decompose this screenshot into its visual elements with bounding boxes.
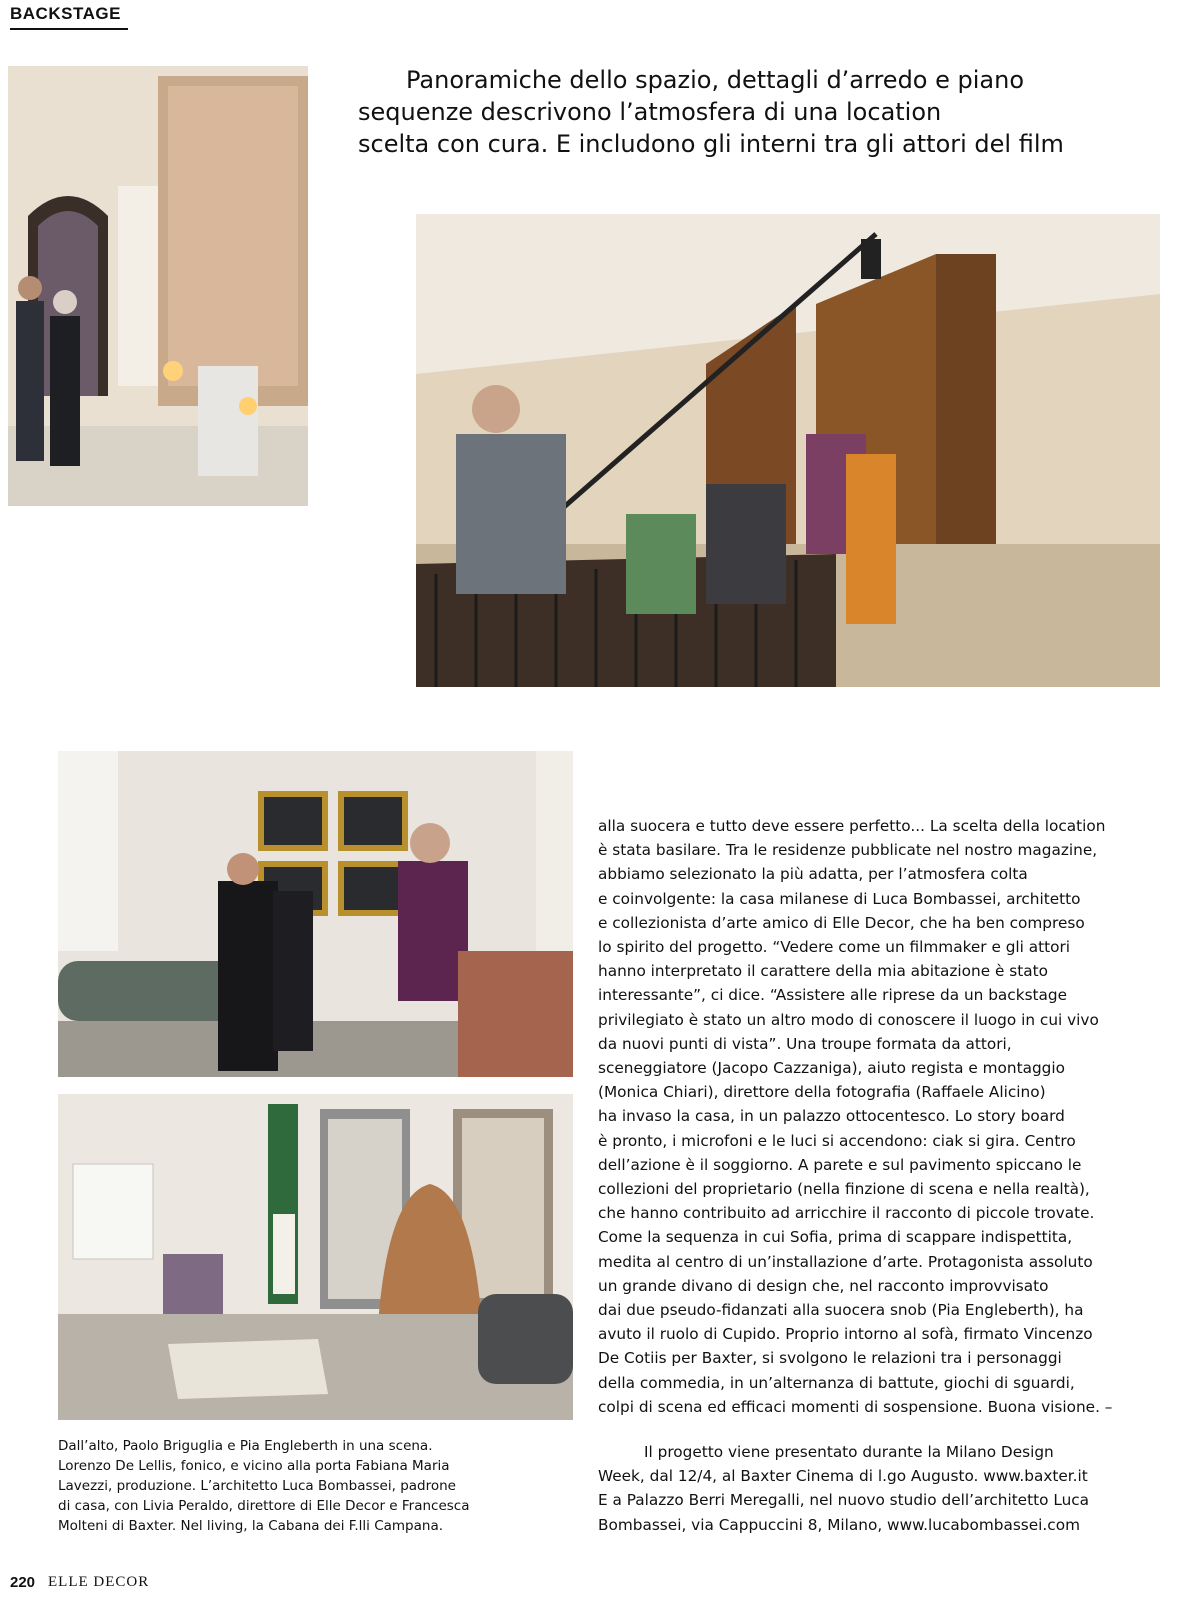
body-line: collezioni del proprietario (nella finzione di scena e nella realtà), — [598, 1180, 1090, 1199]
caption-line: Molteni di Baxter. Nel living, la Cabana dei F.lli Campana. — [58, 1518, 444, 1534]
caption-line: Lorenzo De Lellis, fonico, e vicino alla porta Fabiana Maria — [58, 1458, 450, 1474]
body-line: da nuovi punti di vista”. Una troupe formata da attori, — [598, 1034, 1012, 1053]
caption-line: Dall’alto, Paolo Briguglia e Pia Engleberth in una scena. — [58, 1438, 433, 1454]
photo-stairs-illustration — [416, 214, 1160, 687]
publication-name: ELLE DECOR — [48, 1574, 150, 1590]
headline-line: scelta con cura. E includono gli interni tra gli attori del film — [358, 130, 1064, 158]
body-line: dai due pseudo-fidanzati alla suocera snob (Pia Engleberth), ha — [598, 1301, 1084, 1320]
body-line: colpi di scena ed efficaci momenti di sospensione. Buona visione. – — [598, 1397, 1113, 1416]
body-line: medita al centro di un’installazione d’arte. Protagonista assoluto — [598, 1252, 1093, 1271]
page-number: 220 — [10, 1574, 36, 1591]
photo-living — [58, 751, 573, 1077]
body-line: è pronto, i microfoni e le luci si accendono: ciak si gira. Centro — [598, 1131, 1076, 1150]
article-body — [598, 814, 1168, 1419]
photo-stairs — [416, 214, 1160, 687]
body-line: interessante”, ci dice. “Assistere alle riprese da un backstage — [598, 986, 1068, 1005]
headline-line: sequenze descrivono l’atmosfera di una location — [358, 98, 942, 126]
headline-line: Panoramiche dello spazio, dettagli d’arredo e piano — [406, 66, 1025, 94]
body-line: De Cotiis per Baxter, si svolgono le relazioni tra i personaggi — [598, 1349, 1062, 1368]
note-line: Week, dal 12/4, al Baxter Cinema di l.go Augusto. www.baxter.it — [598, 1467, 1088, 1486]
body-line: dell’azione è il soggiorno. A parete e sul pavimento spiccano le — [598, 1155, 1082, 1174]
body-line: avuto il ruolo di Cupido. Proprio intorno al sofà, firmato Vincenzo — [598, 1325, 1093, 1344]
body-line: e collezionista d’arte amico di Elle Decor, che ha ben compreso — [598, 913, 1085, 932]
body-line: un grande divano di design che, nel racconto improvvisato — [598, 1276, 1049, 1295]
body-line: ha invaso la casa, in un palazzo ottocentesco. Lo story board — [598, 1107, 1065, 1126]
body-line: privilegiato è stato un altro modo di conoscere il luogo in cui vivo — [598, 1010, 1099, 1029]
photo-caption — [58, 1436, 548, 1536]
note-line: Bombassei, via Cappuccini 8, Milano, www.lucabombassei.com — [598, 1515, 1080, 1534]
headline — [358, 64, 1148, 160]
caption-line: di casa, con Livia Peraldo, direttore di Elle Decor e Francesca — [58, 1498, 470, 1514]
body-line: della commedia, in un’alternanza di battute, giochi di sguardi, — [598, 1373, 1075, 1392]
note-line: E a Palazzo Berri Meregalli, nel nuovo studio dell’architetto Luca — [598, 1491, 1090, 1510]
body-line: sceneggiatore (Jacopo Cazzaniga), aiuto regista e montaggio — [598, 1059, 1065, 1078]
project-note — [598, 1440, 1168, 1537]
body-line: abbiamo selezionato la più adatta, per l’atmosfera colta — [598, 865, 1028, 884]
section-label: BACKSTAGE — [10, 4, 121, 23]
photo-living-illustration — [58, 751, 573, 1077]
body-line: che hanno contribuito ad arricchire il racconto di piccole trovate. — [598, 1204, 1095, 1223]
photo-cabana-illustration — [58, 1094, 573, 1420]
photo-cabana — [58, 1094, 573, 1420]
note-line: Il progetto viene presentato durante la Milano Design — [644, 1443, 1054, 1461]
body-line: lo spirito del progetto. “Vedere come un filmmaker e gli attori — [598, 938, 1071, 957]
body-line: Come la sequenza in cui Sofia, prima di scappare indispettita, — [598, 1228, 1073, 1247]
caption-line: Lavezzi, produzione. L’architetto Luca Bombassei, padrone — [58, 1478, 456, 1494]
section-rule — [10, 28, 128, 30]
body-line: (Monica Chiari), direttore della fotografia (Raffaele Alicino) — [598, 1083, 1046, 1102]
photo-hallway — [8, 66, 308, 506]
body-line: alla suocera e tutto deve essere perfetto... La scelta della location — [598, 817, 1106, 835]
body-line: e coinvolgente: la casa milanese di Luca Bombassei, architetto — [598, 889, 1081, 908]
photo-hallway-illustration — [8, 66, 308, 506]
body-line: hanno interpretato il carattere della mia abitazione è stato — [598, 962, 1048, 981]
body-line: è stata basilare. Tra le residenze pubblicate nel nostro magazine, — [598, 841, 1098, 860]
